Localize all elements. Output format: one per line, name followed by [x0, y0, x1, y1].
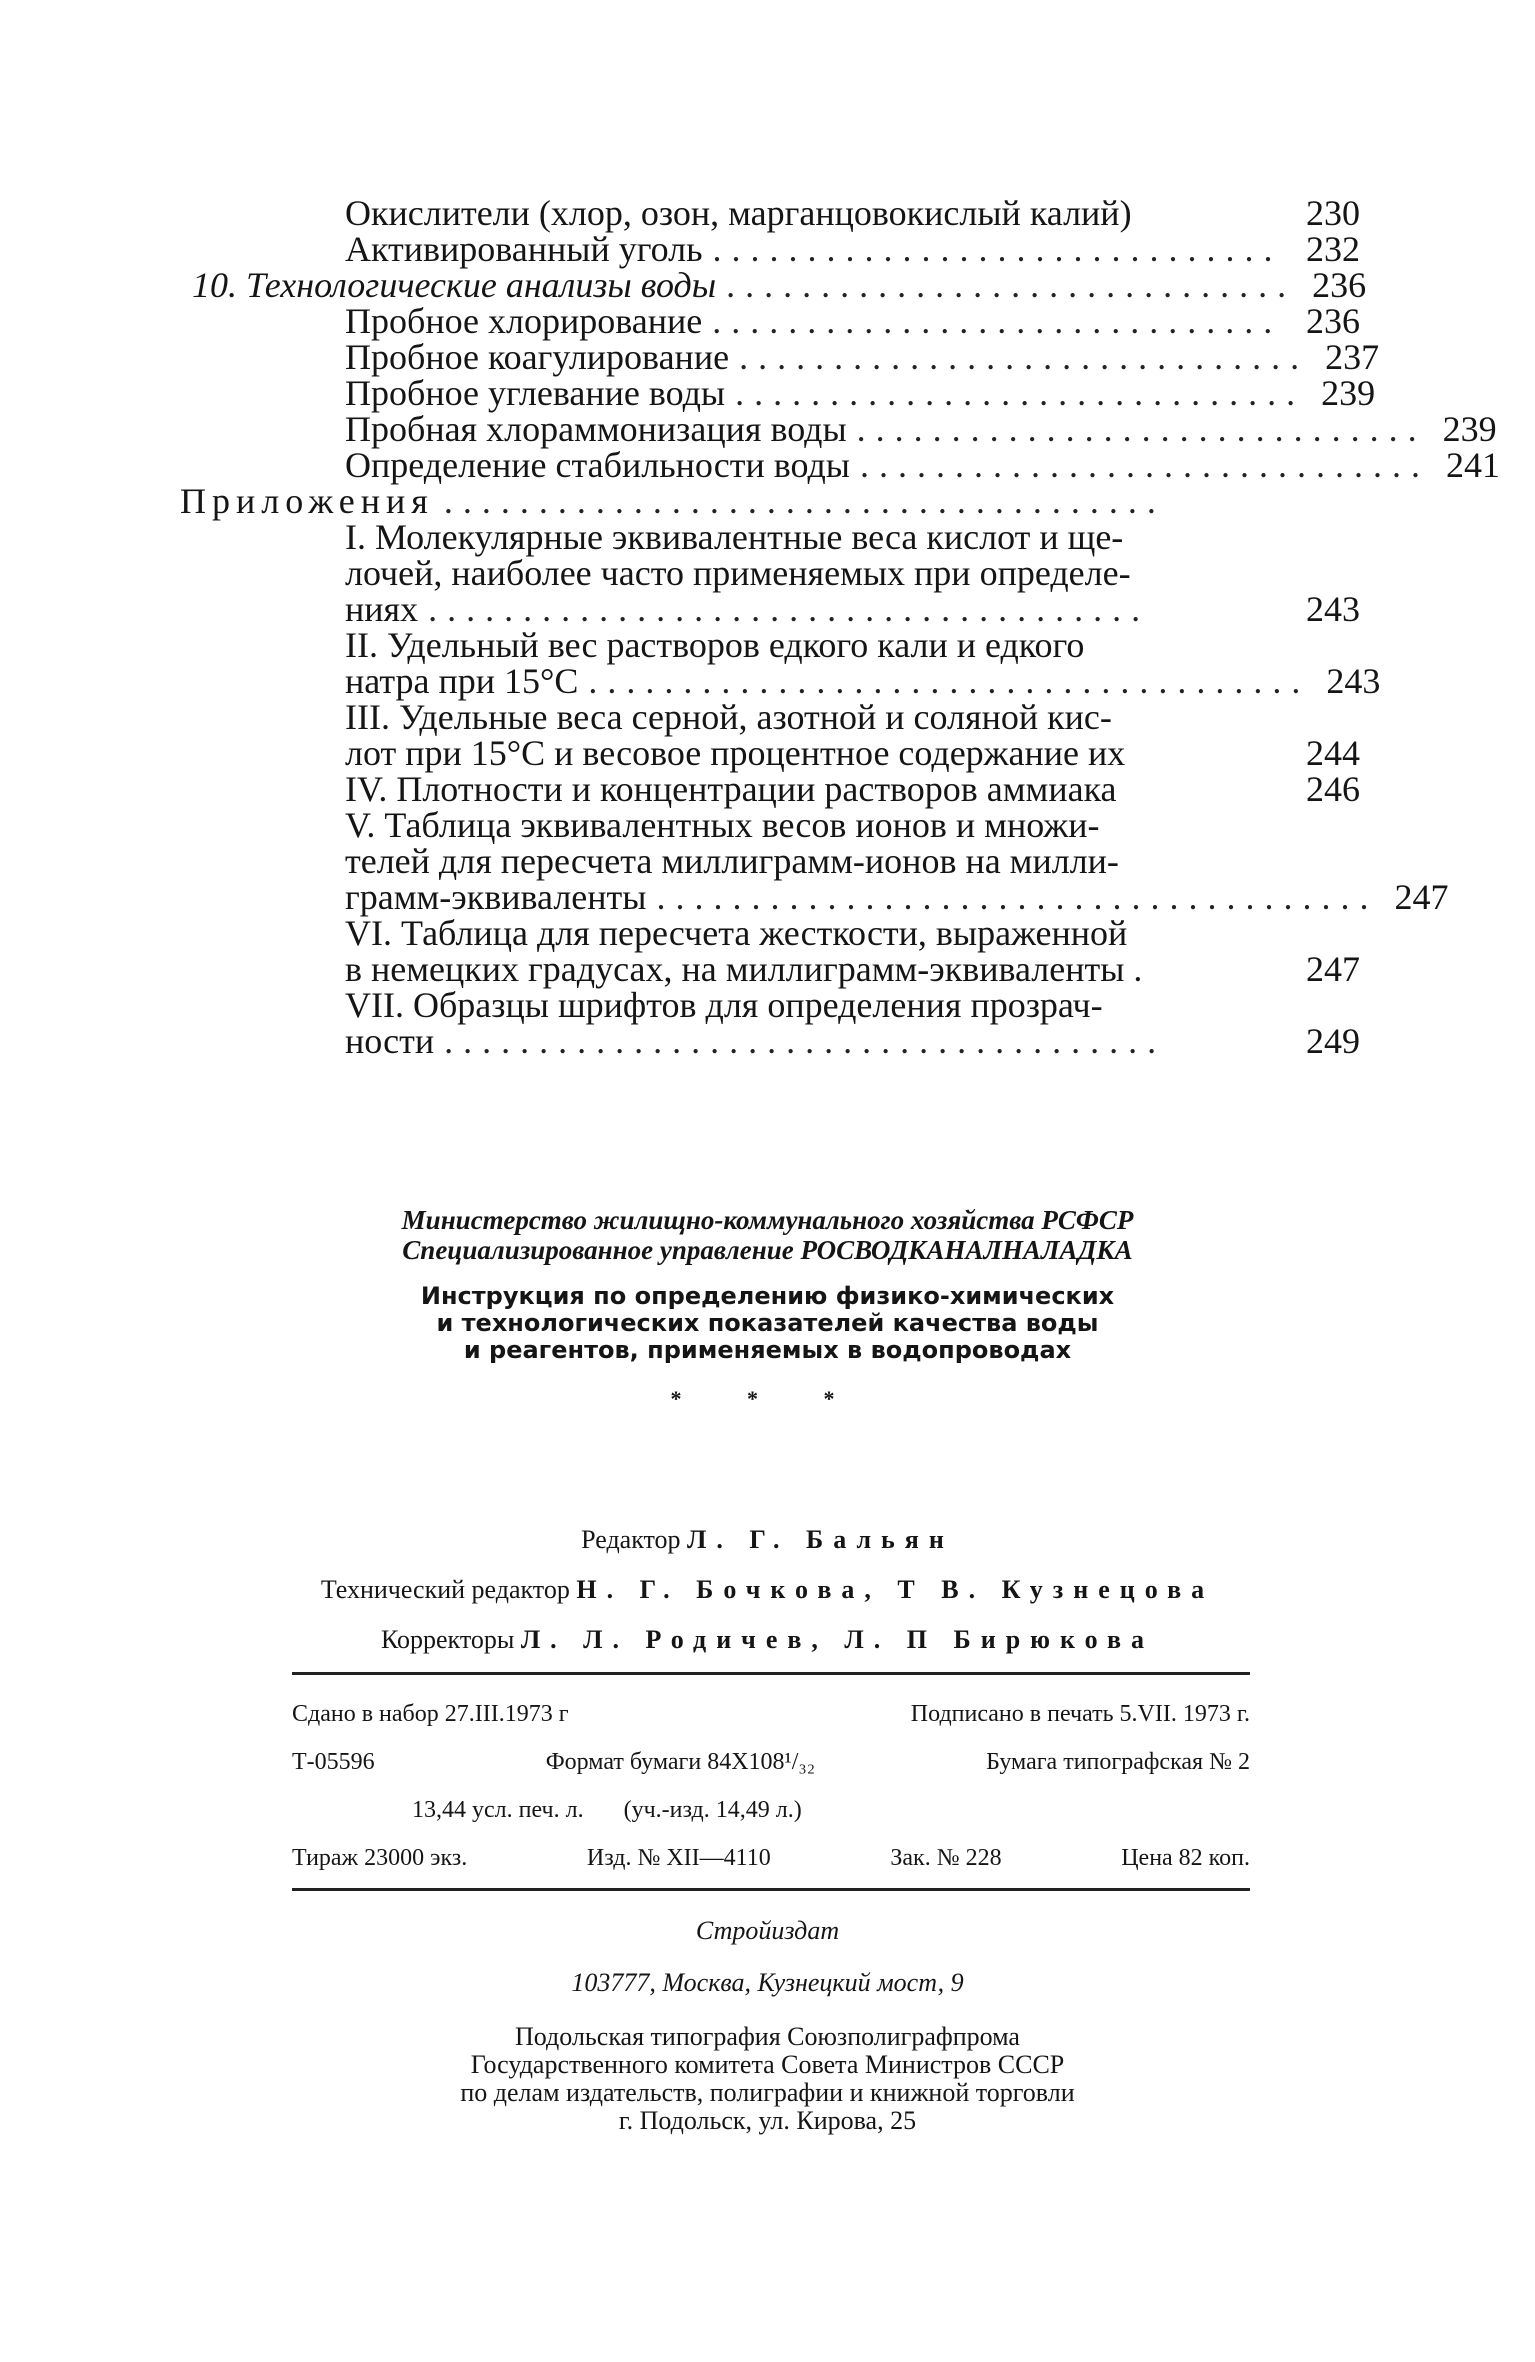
- toc-entry-page: 239: [1321, 373, 1376, 413]
- toc-entry-text: 10. Технологические анализы воды: [192, 265, 717, 305]
- printer-line: г. Подольск, ул. Кирова, 25: [618, 2106, 917, 2135]
- book-title-line: Инструкция по определению физико-химических: [420, 1282, 1115, 1310]
- appendix-line: [180, 699, 1360, 735]
- toc-entry: Активированный уголь .............................. 232: [345, 229, 1360, 269]
- appendix-page: 244: [1306, 733, 1360, 773]
- toc-entry-page: 236: [1312, 265, 1367, 305]
- pub-field: (уч.-изд. 14,49 л.): [623, 1797, 802, 1823]
- appendix-text: лот при 15°С и весовое процентное содержание их: [345, 733, 1126, 773]
- book-title: [0, 1283, 1535, 1364]
- appendix-text: телей для пересчета миллиграмм-ионов на милли-: [345, 841, 1119, 881]
- toc-entry: Пробная хлораммонизация воды .............................. 239: [345, 409, 1497, 449]
- pub-field: Зак. № 228: [890, 1845, 1002, 1871]
- appendix-text: в немецких градусах, на миллиграмм-эквиваленты .: [345, 949, 1143, 989]
- toc-entry: [180, 195, 1360, 231]
- toc-entry-text: Пробное углевание воды: [345, 373, 726, 413]
- toc-entry-text: Окислители (хлор, озон, марганцовокислый калий): [345, 193, 1132, 233]
- toc-entry-text: Пробное хлорирование: [345, 301, 703, 341]
- pub-row: [292, 1690, 1250, 1738]
- toc-section: 10. Технологические анализы воды .............................. 236: [192, 265, 1367, 305]
- staff-names: Л. Л. Родичев, Л. П Бирюкова: [520, 1625, 1155, 1654]
- appendix-page: 243: [1306, 589, 1360, 629]
- printer-line: по делам издательств, полиграфии и книжной торговли: [460, 2078, 1075, 2107]
- appendix-line: [180, 807, 1360, 843]
- staff-line: [0, 1515, 1535, 1565]
- appendix-text: ности: [345, 1021, 435, 1061]
- appendix-text: V. Таблица эквивалентных весов ионов и множи-: [345, 805, 1100, 845]
- staff-role: Корректоры: [380, 1625, 515, 1654]
- appendix-line: [180, 987, 1360, 1023]
- appendix-page: 247: [1394, 877, 1449, 917]
- appendix-heading: Приложения: [180, 481, 434, 521]
- toc-entry-text: Активированный уголь: [345, 229, 703, 269]
- pub-field: Тираж 23000 экз.: [292, 1845, 468, 1871]
- appendix-text: IV. Плотности и концентрации растворов аммиака: [345, 769, 1117, 809]
- printer-line: Государственного комитета Совета Министров СССР: [470, 2050, 1065, 2079]
- pub-field: Т-05596: [292, 1749, 375, 1775]
- toc-entry: Пробное углевание воды .............................. 239: [345, 373, 1376, 413]
- appendix-text: III. Удельные веса серной, азотной и соляной кис-: [345, 697, 1112, 737]
- pub-row: [292, 1786, 1250, 1834]
- printer-info: [0, 2023, 1535, 2135]
- publisher-address: 103777, Москва, Кузнецкий мост, 9: [571, 1968, 964, 1997]
- appendix-text: лочей, наиболее часто применяемых при определе-: [345, 553, 1131, 593]
- appendix-page: 246: [1306, 769, 1360, 809]
- toc-entry-page: 241: [1445, 445, 1500, 485]
- divider: [292, 1672, 1250, 1675]
- asterism: * * *: [670, 1386, 865, 1411]
- appendix-line: [180, 735, 1360, 771]
- book-title-line: и технологических показателей качества воды: [436, 1309, 1099, 1337]
- appendix-text: I. Молекулярные эквивалентные веса кислот и ще-: [345, 517, 1124, 557]
- toc-entry-page: 232: [1306, 229, 1360, 269]
- appendix-line: [180, 555, 1360, 591]
- pub-field: Изд. № XII—4110: [586, 1845, 771, 1871]
- toc-entry: Пробное хлорирование .............................. 236: [345, 301, 1360, 341]
- pub-field: Бумага типографская № 2: [986, 1749, 1250, 1775]
- publisher-block: [0, 1905, 1535, 2135]
- appendix-line: [180, 915, 1360, 951]
- staff-line: [0, 1565, 1535, 1615]
- publisher-name: Стройиздат: [695, 1916, 840, 1945]
- appendix-line: [180, 519, 1360, 555]
- appendix-text: II. Удельный вес растворов едкого кали и едкого: [345, 625, 1085, 665]
- divider: [292, 1888, 1250, 1891]
- appendix-page: 249: [1306, 1021, 1360, 1061]
- toc-entry-page: 236: [1306, 301, 1360, 341]
- appendix-line: ниях ...................................... 243: [345, 589, 1360, 629]
- toc-entry-page: 237: [1325, 337, 1380, 377]
- pub-field: Цена 82 коп.: [1121, 1845, 1250, 1871]
- pub-field: Сдано в набор 27.III.1973 г: [292, 1701, 569, 1727]
- staff-role: Технический редактор: [320, 1575, 570, 1604]
- printer-line: Подольская типография Союзполиграфпрома: [515, 2022, 1020, 2051]
- appendix-line: [180, 771, 1360, 807]
- staff-line: [0, 1615, 1535, 1665]
- toc-entry-page: 230: [1306, 193, 1360, 233]
- appendix-line: натра при 15°С ...................................... 243: [345, 661, 1381, 701]
- table-of-contents: [180, 193, 1500, 1061]
- toc-appendix-heading: Приложения ......................................: [180, 481, 1166, 521]
- appendix-text: ниях: [345, 589, 419, 629]
- appendix-page: 247: [1306, 949, 1360, 989]
- toc-entry-text: Пробное коагулирование: [345, 337, 730, 377]
- appendix-line: [180, 951, 1360, 987]
- ministry-name: Министерство жилищно-коммунального хозяйства РСФСР: [401, 1205, 1134, 1235]
- appendix-text: грамм-эквиваленты: [345, 877, 647, 917]
- pub-row: [292, 1834, 1250, 1882]
- staff-role: Редактор: [581, 1525, 681, 1554]
- appendix-line: ности ...................................... 249: [345, 1021, 1360, 1061]
- appendix-text: VII. Образцы шрифтов для определения прозрач-: [345, 985, 1103, 1025]
- staff-names: Н. Г. Бочкова, Т В. Кузнецова: [576, 1575, 1215, 1604]
- publication-details: [292, 1690, 1250, 1882]
- toc-entry-text: Определение стабильности воды: [345, 445, 850, 485]
- appendix-line: грамм-эквиваленты ...................................... 247: [345, 877, 1449, 917]
- pub-field: Подписано в печать 5.VII. 1973 г.: [910, 1701, 1250, 1727]
- colophon: [0, 1205, 1535, 1412]
- appendix-line: [180, 627, 1360, 663]
- book-title-line: и реагентов, применяемых в водопроводах: [463, 1336, 1072, 1364]
- staff-names: Л. Г. Бальян: [687, 1525, 954, 1554]
- pub-field: Формат бумаги 84X108¹/₃₂: [545, 1749, 816, 1775]
- pub-row: [292, 1738, 1250, 1786]
- appendix-text: VI. Таблица для пересчета жесткости, выраженной: [345, 913, 1128, 953]
- staff-credits: [0, 1515, 1535, 1665]
- pub-field: 13,44 усл. печ. л.: [412, 1797, 584, 1823]
- toc-entry-page: 239: [1442, 409, 1497, 449]
- department-name: Специализированное управление РОСВОДКАНАЛНАЛАДКА: [402, 1235, 1133, 1265]
- toc-entry: Пробное коагулирование .............................. 237: [345, 337, 1380, 377]
- appendix-page: 243: [1326, 661, 1381, 701]
- toc-entry: Определение стабильности воды .............................. 241: [345, 445, 1500, 485]
- appendix-text: натра при 15°С: [345, 661, 579, 701]
- appendix-line: [180, 843, 1360, 879]
- toc-entry-text: Пробная хлораммонизация воды: [345, 409, 847, 449]
